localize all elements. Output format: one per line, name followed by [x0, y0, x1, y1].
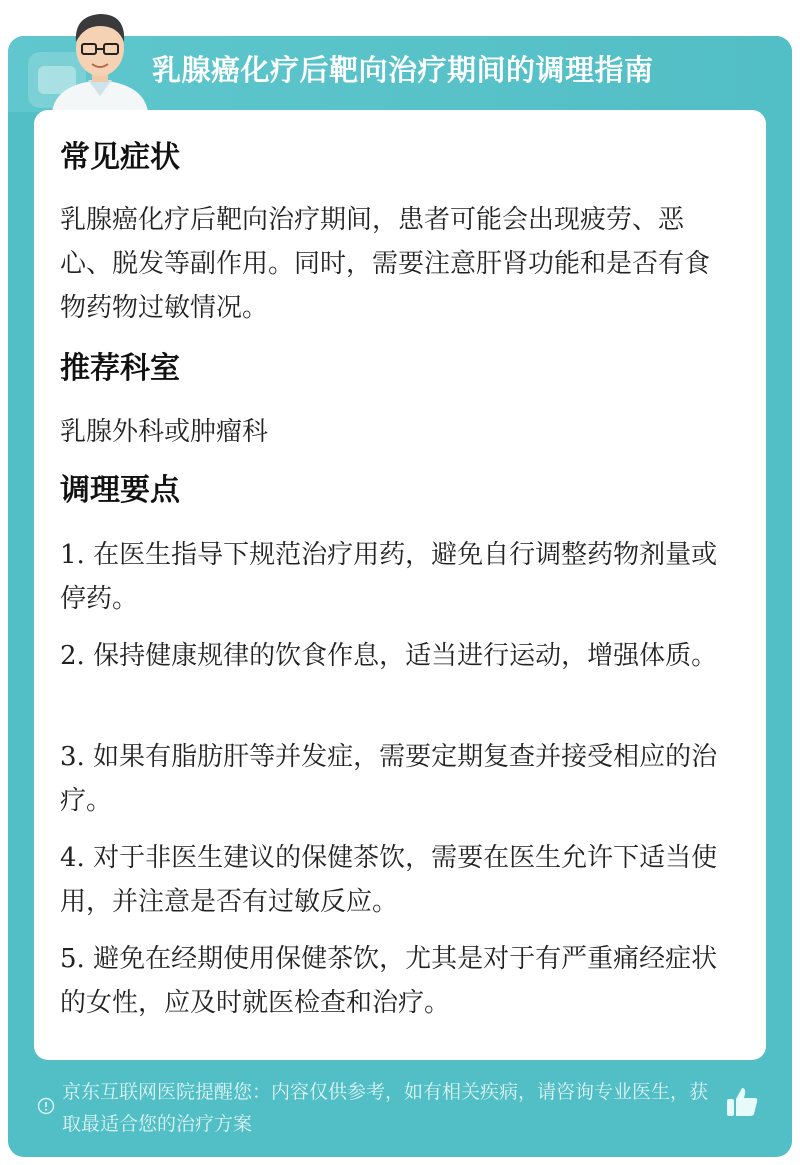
tip-item-3: [60, 735, 724, 823]
page-title: 乳腺癌化疗后靶向治疗期间的调理指南: [152, 53, 654, 87]
tip-text: 如果有脂肪肝等并发症，需要定期复查并接受相应的治疗。: [60, 742, 718, 816]
tip-item-4: [60, 836, 724, 924]
thumbs-up-icon[interactable]: [724, 1084, 760, 1120]
tip-number: 3.: [60, 742, 85, 772]
tip-item-2: [60, 634, 724, 678]
symptoms-text: 乳腺癌化疗后靶向治疗期间，患者可能会出现疲劳、恶心、脱发等副作用。同时，需要注意肝肾功能和是否有食物药物过敏情况。: [60, 205, 711, 323]
tip-number: 5.: [60, 944, 85, 974]
info-icon: [37, 1097, 55, 1115]
tip-text: 避免在经期使用保健茶饮，尤其是对于有严重痛经症状的女性，应及时就医检查和治疗。: [60, 944, 718, 1018]
section-heading-tips: 调理要点: [60, 473, 180, 508]
tip-number: 1.: [60, 540, 85, 570]
tip-number: 2.: [60, 641, 85, 671]
section-heading-symptoms: 常见症状: [60, 140, 180, 175]
section-heading-department: 推荐科室: [60, 351, 180, 386]
tip-text: 对于非医生建议的保健茶饮，需要在医生允许下适当使用，并注意是否有过敏反应。: [60, 843, 718, 917]
tip-number: 4.: [60, 843, 85, 873]
tip-item-1: [60, 533, 724, 621]
tip-text: 在医生指导下规范治疗用药，避免自行调整药物剂量或停药。: [60, 540, 718, 614]
footer-disclaimer: 京东互联网医院提醒您：内容仅供参考，如有相关疾病，请咨询专业医生，获取最适合您的治疗方案: [62, 1081, 709, 1135]
department-text: 乳腺外科或肿瘤科: [60, 417, 269, 447]
doctor-avatar-icon: [44, 4, 156, 112]
tip-text: 保持健康规律的饮食作息，适当进行运动，增强体质。: [93, 641, 718, 671]
tip-item-5: [60, 937, 724, 1025]
